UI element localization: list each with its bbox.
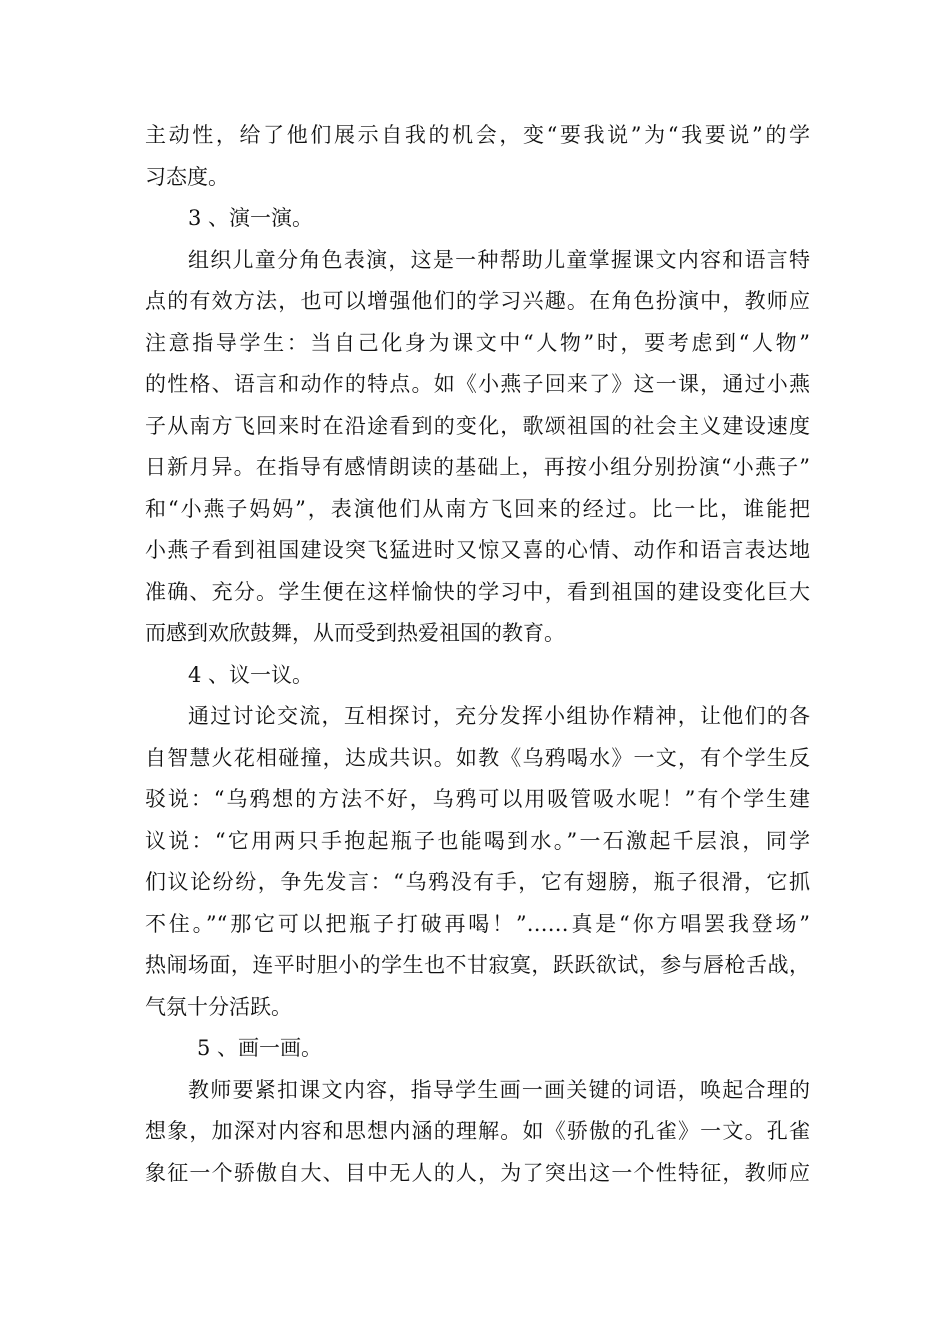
text-line: 驳说：“乌鸦想的方法不好，乌鸦可以用吸管吸水呢！”有个学生建: [145, 787, 810, 811]
text-line: 小燕子看到祖国建设突飞猛进时又惊又喜的心情、动作和语言表达地: [145, 538, 810, 562]
section-heading: 4 、议一议。: [188, 662, 314, 687]
section-heading: 3 、演一演。: [188, 206, 314, 230]
text-line: 和“小燕子妈妈”，表演他们从南方飞回来的经过。比一比，谁能把: [145, 496, 810, 521]
text-line: 准确、充分。学生便在这样愉快的学习中，看到祖国的建设变化巨大: [145, 579, 810, 604]
text-line: 象征一个骄傲自大、目中无人的人，为了突出这一个性特征，教师应: [145, 1160, 810, 1185]
text-line: 组织儿童分角色表演，这是一种帮助儿童掌握课文内容和语言特: [188, 247, 810, 272]
text-line: 的性格、语言和动作的特点。如《小燕子回来了》这一课，通过小燕: [145, 372, 810, 396]
text-line: 主动性，给了他们展示自我的机会，变“要我说”为“我要说”的学: [145, 123, 810, 147]
text-line: 教师要紧扣课文内容，指导学生画一画关键的词语，唤起合理的: [188, 1077, 810, 1102]
text-line: 想象，加深对内容和思想内涵的理解。如《骄傲的孔雀》一文。孔雀: [145, 1119, 810, 1143]
document-body: [145, 115, 810, 1194]
text-line: 不住。”“那它可以把瓶子打破再喝！”……真是“你方唱罢我登场”: [145, 911, 810, 936]
text-line: 自智慧火花相碰撞，达成共识。如教《乌鸦喝水》一文，有个学生反: [145, 745, 810, 770]
text-line: 议说：“它用两只手抱起瓶子也能喝到水。”一石激起千层浪，同学: [145, 828, 810, 853]
text-line: 气氛十分活跃。: [145, 994, 292, 1019]
text-line: 注意指导学生：当自己化身为课文中“人物”时，要考虑到“人物”: [145, 330, 810, 355]
text-line: 通过讨论交流，互相探讨，充分发挥小组协作精神，让他们的各: [188, 704, 810, 728]
section-heading: 5 、画一画。: [197, 1036, 323, 1060]
text-line: 日新月异。在指导有感情朗读的基础上，再按小组分别扮演“小燕子”: [145, 455, 810, 479]
text-line: 点的有效方法，也可以增强他们的学习兴趣。在角色扮演中，教师应: [145, 289, 810, 313]
text-line: 子从南方飞回来时在沿途看到的变化，歌颂祖国的社会主义建设速度: [145, 413, 810, 438]
text-line: 而感到欢欣鼓舞，从而受到热爱祖国的教育。: [145, 621, 565, 645]
text-line: 们议论纷纷，争先发言：“乌鸦没有手，它有翅膀，瓶子很滑，它抓: [145, 870, 810, 894]
text-line: 热闹场面，连平时胆小的学生也不甘寂寞，跃跃欲试，参与唇枪舌战，: [145, 953, 810, 977]
text-line: 习态度。: [145, 164, 229, 189]
